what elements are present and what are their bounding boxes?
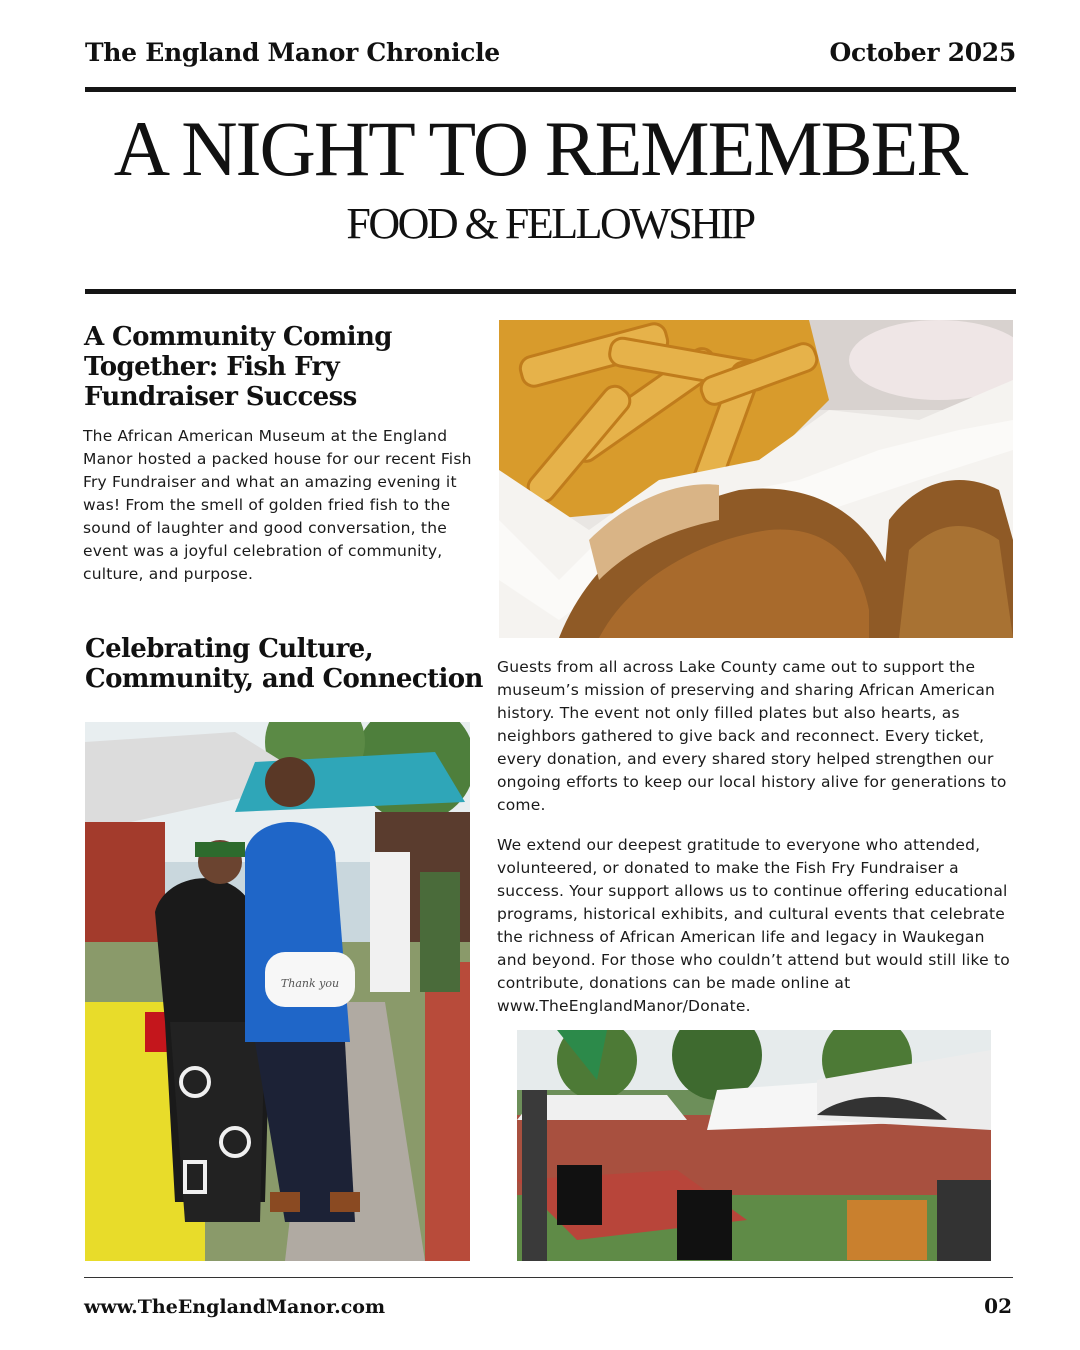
footer-divider (84, 1277, 1013, 1278)
article2-heading-line: Community, and Connection (85, 664, 483, 694)
fish-fry-food-photo (499, 320, 1013, 638)
top-divider (85, 87, 1016, 92)
article2-paragraph1: Guests from all across Lake County came out to support the museum’s mission of preserving and sharing African American history. The event not only filled plates but also hearts, as neighbors gathered to give back and reconnect. Every ticket, every donation, and every shared story helped strengthen our ongoing efforts to keep our local history alive for generations to come. (497, 658, 1007, 814)
event-tents-photo (517, 1030, 991, 1261)
publication-name: The England Manor Chronicle (85, 38, 500, 67)
article2-heading-line: Celebrating Culture, (85, 634, 374, 664)
page-subtitle: FOOD & FELLOWSHIP (346, 199, 754, 248)
article1-heading-line: Fundraiser Success (84, 382, 357, 412)
issue-date: October 2025 (829, 38, 1016, 67)
article1-heading-line: Together: Fish Fry (84, 352, 340, 382)
page-number: 02 (984, 1294, 1012, 1318)
article2-heading (85, 634, 495, 694)
page-title: A NIGHT TO REMEMBER (113, 105, 967, 192)
footer-url[interactable]: www.TheEnglandManor.com (84, 1296, 386, 1318)
guests-portrait-photo (85, 722, 470, 1261)
title-divider (85, 289, 1016, 294)
thank-you-bag-text: Thank you (280, 977, 340, 990)
article1-heading-line: A Community Coming (84, 322, 392, 352)
article1-heading (84, 322, 484, 412)
article1-body: The African American Museum at the England Manor hosted a packed house for our recent Fish Fry Fundraiser and what an amazing evening it was! From the smell of golden fried fish to the sound of laughter and good conversation, the event was a joyful celebration of community, culture, and purpose. (83, 427, 472, 583)
article2-paragraph2: We extend our deepest gratitude to everyone who attended, volunteered, or donated to make the Fish Fry Fundraiser a success. Your support allows us to continue offering educational programs, historical exhibits, and cultural events that celebrate the richness of African American life and legacy in Waukegan and beyond. For those who couldn’t attend but would still like to contribute, donations can be made online at www.TheEnglandManor/Donate. (497, 836, 1010, 1015)
